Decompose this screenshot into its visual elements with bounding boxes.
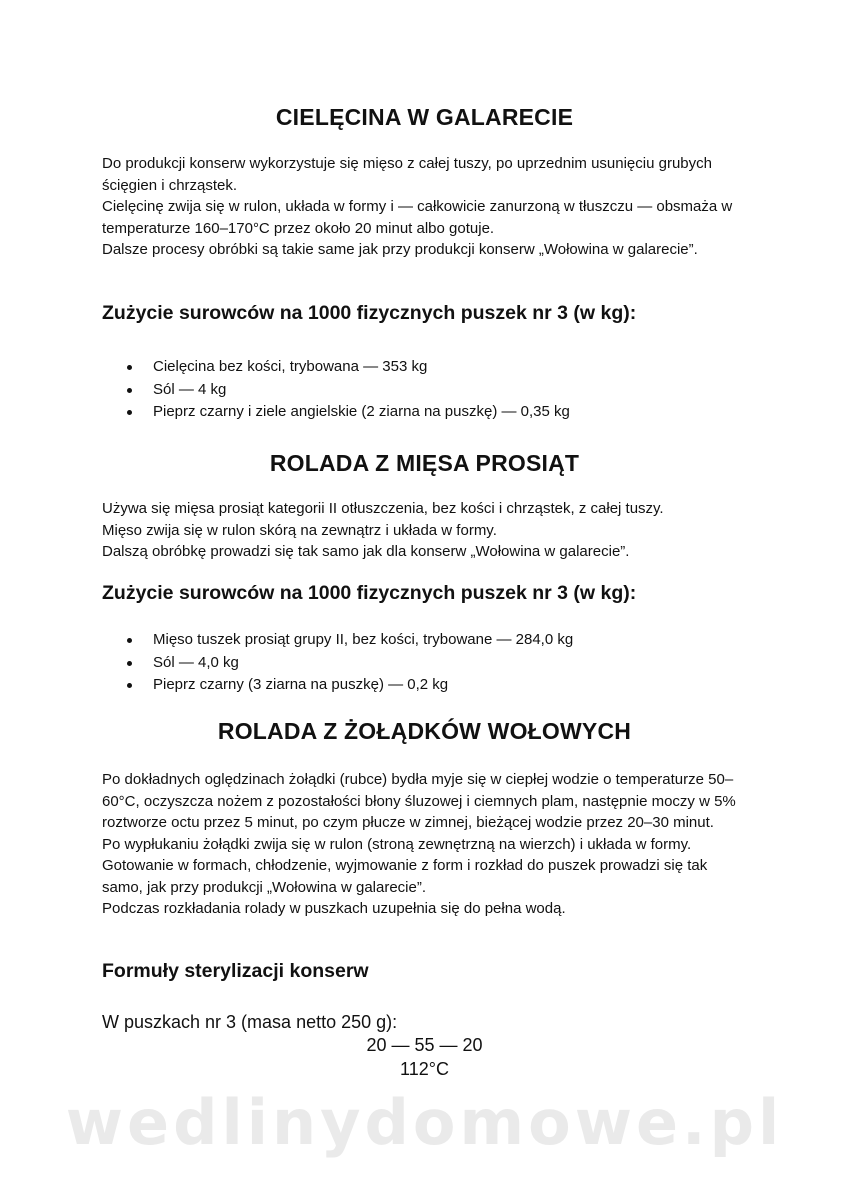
paragraph: Dalszą obróbkę prowadzi się tak samo jak dla konserw „Wołowina w galarecie”. <box>102 543 630 560</box>
sterilization-heading: Formuły sterylizacji konserw <box>102 960 369 982</box>
materials-heading: Zużycie surowców na 1000 fizycznych puszek nr 3 (w kg): <box>102 582 637 604</box>
section-title-rolada-zoladkow: ROLADA Z ŻOŁĄDKÓW WOŁOWYCH <box>217 718 632 744</box>
section-title-rolada-prosiat: ROLADA Z MIĘSA PROSIĄT <box>269 450 580 476</box>
paragraph: Używa się mięsa prosiąt kategorii II otłuszczenia, bez kości i chrząstek, z całej tuszy. <box>102 500 664 517</box>
section-body-rolada-prosiat <box>102 498 752 563</box>
can-label: W puszkach nr 3 (masa netto 250 g): <box>102 1012 398 1032</box>
materials-list <box>102 629 573 697</box>
section-body-cielecina <box>102 153 752 261</box>
list-item: Pieprz czarny (3 ziarna na puszkę) — 0,2 kg <box>102 674 573 697</box>
list-item: Sól — 4 kg <box>102 379 570 402</box>
list-item: Sól — 4,0 kg <box>102 652 573 675</box>
list-item: Cielęcina bez kości, trybowana — 353 kg <box>102 356 570 379</box>
paragraph: Do produkcji konserw wykorzystuje się mięso z całej tuszy, po uprzednim usunięciu grubych ścięgien i chrząstek. <box>102 155 712 194</box>
paragraph: Mięso zwija się w rulon skórą na zewnątrz i układa w formy. <box>102 521 497 539</box>
paragraph: Dalsze procesy obróbki są takie same jak przy produkcji konserw „Wołowina w galarecie”. <box>102 241 698 258</box>
paragraph: Podczas rozkładania rolady w puszkach uzupełnia się do pełna wodą. <box>102 900 566 917</box>
watermark: wedlinydomowe.pl <box>65 1086 784 1159</box>
section-body-rolada-zoladkow <box>102 769 752 920</box>
sterilization-temperature: 112°C <box>400 1059 449 1079</box>
materials-heading: Zużycie surowców na 1000 fizycznych puszek nr 3 (w kg): <box>102 302 637 324</box>
list-item: Mięso tuszek prosiąt grupy II, bez kości, trybowane — 284,0 kg <box>102 629 573 652</box>
sterilization-formula: 20 — 55 — 20 <box>366 1035 483 1055</box>
paragraph: Po dokładnych oględzinach żołądki (rubce) bydła myje się w ciepłej wodzie o temperaturze 50–60°C, oczyszcza nożem z pozostałości błony śluzowej i ciemnych plam, następnie moczy w 5% roztworze octu przez 5 minut, po czym płucze w zimnej, bieżącej wodzie przez 20–30 minut. <box>102 771 736 831</box>
list-item: Pieprz czarny i ziele angielskie (2 ziarna na puszkę) — 0,35 kg <box>102 401 570 424</box>
section-title-cielecina: CIELĘCINA W GALARECIE <box>275 104 574 130</box>
paragraph: Po wypłukaniu żołądki zwija się w rulon (stroną zewnętrzną na wierzch) i układa w formy. <box>102 835 692 853</box>
paragraph: Gotowanie w formach, chłodzenie, wyjmowanie z form i rozkład do puszek prowadzi się tak samo, jak przy produkcji „Wołowina w galarecie”. <box>102 857 708 896</box>
paragraph: Cielęcinę zwija się w rulon, układa w formy i — całkowicie zanurzoną w tłuszczu — obsmaża w temperaturze 160–170°C przez około 20 minut albo gotuje. <box>102 198 733 237</box>
materials-list <box>102 356 570 424</box>
